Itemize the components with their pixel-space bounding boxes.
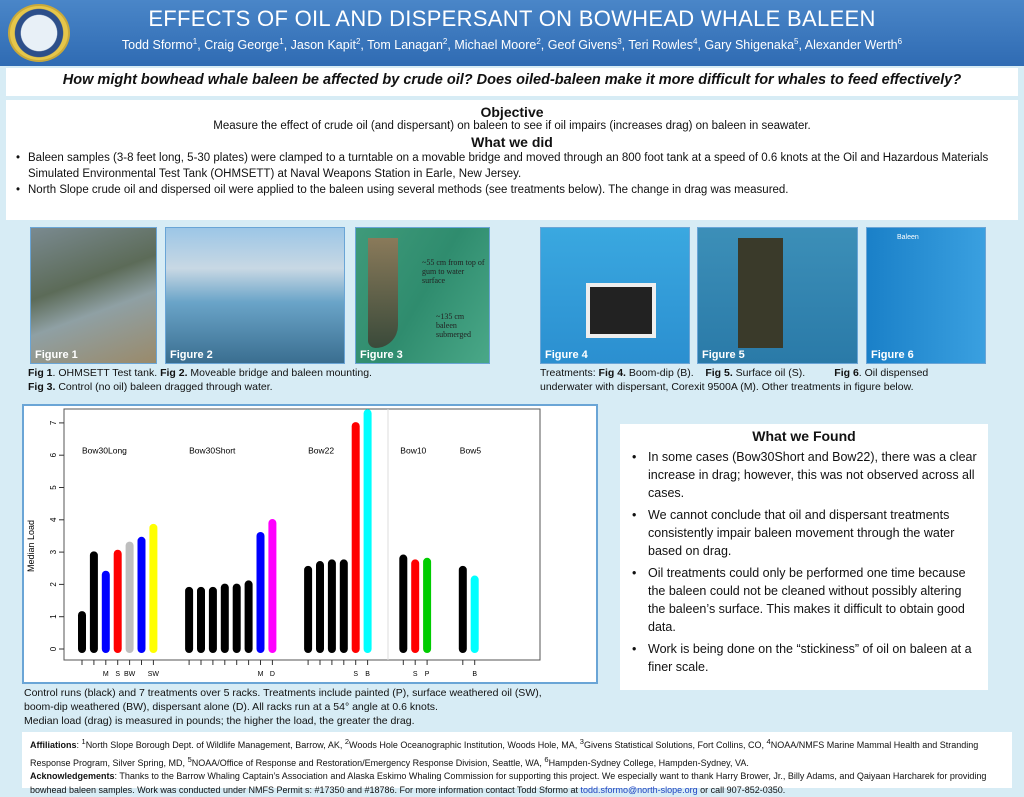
- research-question: How might bowhead whale baleen be affected by crude oil? Does oiled-baleen make it more difficult for whales to feed effectively?: [6, 68, 1018, 96]
- figure-label: Figure 1: [35, 349, 78, 361]
- group-label: Bow30Short: [189, 445, 236, 456]
- x-tick-label: S: [115, 671, 121, 678]
- caption-line: Control runs (black) and 7 treatments over 5 racks. Treatments include painted (P), surface weathered oil (SW),: [24, 687, 542, 699]
- chart-svg: [24, 406, 596, 682]
- figure-6-photo: [866, 227, 986, 364]
- x-tick-label: M: [102, 671, 109, 678]
- affiliations-label: Affiliations: [30, 740, 77, 750]
- caption-line: Median load (drag) is measured in pounds; the higher the load, the greater the drag.: [24, 715, 415, 727]
- objective-heading: Objective: [480, 104, 544, 120]
- findings-heading: What we Found: [752, 428, 856, 444]
- footer-affiliations: Affiliations: $^1$North Slope Borough Dept. of Wildlife Management, Barrow, AK, $^2$Woods Hole Oceanographic Institution, Woods Hole, MA, $^3$Givens Statistical Solutions, Fort Collins, CO, $^4$NOAA/NMFS Marine Mammal Health and Stranding Response Program, Silver Spring, MD, $^5$NOAA/Office of Response and Restoration/Emergency Response Division, Seattle, WA, $^6$Hampden-Sydney College, Hampden-Sydney, VA. Acknowledgements: Thanks to the Barrow Whaling Captain’s Association and Alaska Eskimo Whaling Commission for supporting this project. We especially want to thank Harry Brower, Jr., Billy Adams, and Qaiyaan Harcharek for providing bowhead baleen samples. Work was conducted under NMFS Permit s: #17350 and #18786. For more information contact Todd Sformo at todd.sformo@north-slope.org or call 907-852-0350.: [22, 732, 1012, 788]
- findings-list: [630, 448, 978, 676]
- author: Alexander Werth$^6$: [804, 37, 903, 53]
- author: Todd Sformo$^1$: [121, 37, 198, 53]
- group-label: Bow5: [459, 445, 482, 456]
- methods-heading: What we did: [471, 134, 553, 150]
- y-tick-label: 3: [49, 549, 59, 555]
- group-label: Bow22: [308, 445, 335, 456]
- y-tick-label: 5: [49, 485, 59, 490]
- author: Michael Moore$^2$: [454, 37, 541, 53]
- figure-annotation: ~55 cm from top of gum to water surface: [422, 258, 485, 285]
- group-label: Bow10: [400, 445, 427, 456]
- figure-caption-left: Fig 1. OHMSETT Test tank. Fig 2. Moveable bridge and baleen mounting. Fig 3. Control (no oil) baleen dragged through water.: [28, 367, 372, 393]
- list-item: • North Slope crude oil and dispersed oil were applied to the baleen using several methods (see treatments below). The change in drag was measured.: [14, 182, 1010, 198]
- x-tick-label: D: [269, 671, 275, 678]
- author: Jason Kapit$^2$: [290, 37, 361, 53]
- x-tick-label: S: [353, 671, 359, 678]
- figure-5-photo: [697, 227, 858, 364]
- figure-annotation: Baleen: [897, 234, 919, 241]
- figure-label: Figure 6: [871, 349, 914, 361]
- poster-header: [0, 0, 1024, 66]
- list-item: • Oil treatments could only be performed one time because the baleen could not be cleaned without possibly altering the baleen’s surface. This makes it difficult to obtain good data.: [630, 564, 978, 636]
- author: Gary Shigenaka$^5$: [704, 37, 799, 53]
- figure-label: Figure 4: [545, 349, 588, 361]
- x-tick-label: S: [412, 671, 418, 678]
- figure-4-photo: [540, 227, 690, 364]
- median-load-chart: [22, 404, 598, 684]
- figure-label: Figure 5: [702, 349, 745, 361]
- y-tick-label: 2: [49, 582, 59, 587]
- y-tick-label: 0: [49, 646, 59, 652]
- figure-1-photo: [30, 227, 157, 364]
- objective-text: Measure the effect of crude oil (and dispersant) on baleen to see if oil impairs (increases drag) on baleen in seawater.: [213, 120, 811, 132]
- figure-label: Figure 2: [170, 349, 213, 361]
- contact-email-link[interactable]: todd.sformo@north-slope.org: [580, 784, 698, 795]
- figure-label: Figure 3: [360, 349, 403, 361]
- figure-3-photo: [355, 227, 490, 364]
- methods-list: [14, 150, 1010, 198]
- acknowledgements-label: Acknowledgements: [30, 771, 115, 781]
- y-tick-label: 1: [49, 614, 59, 619]
- poster-title: EFFECTS OF OIL AND DISPERSANT ON BOWHEAD WHALE BALEEN: [148, 6, 876, 31]
- list-item: • We cannot conclude that oil and dispersant treatments consistently impair baleen movement through the water based on drag.: [630, 506, 978, 560]
- author: Teri Rowles$^4$: [628, 37, 698, 53]
- author: Craig George$^1$: [204, 37, 284, 53]
- contact-phone: or call 907-852-0350.: [697, 784, 786, 795]
- x-tick-label: M: [257, 671, 264, 678]
- y-tick-label: 7: [49, 420, 59, 426]
- y-axis-label: Median Load: [26, 519, 36, 573]
- findings-section: [620, 424, 988, 690]
- figure-2-photo: [165, 227, 345, 364]
- list-item: • Baleen samples (3-8 feet long, 5-30 plates) were clamped to a turntable on a movable bridge and moved through an 800 foot tank at a speed of 0.6 knots at the Oil and Hazardous Materials Simulated Environmental Test Tank (OHMSETT) at Naval Weapons Station in Earle, New Jersey.: [14, 150, 1010, 182]
- author: Geof Givens$^3$: [547, 37, 622, 53]
- objective-section: [6, 100, 1018, 220]
- list-item: • In some cases (Bow30Short and Bow22), there was a clear increase in drag; however, this was not observed across all cases.: [630, 448, 978, 502]
- author: Tom Lanagan$^2$: [367, 37, 448, 53]
- figure-caption-right: Treatments: Fig 4. Boom-dip (B). Fig 5. Surface oil (S). Fig 6. Oil dispensed underwater with dispersant, Corexit 9500A (M). Other treatments in figure below.: [540, 367, 929, 393]
- x-tick-label: SW: [147, 671, 160, 678]
- x-tick-label: BW: [123, 671, 136, 678]
- chart-caption: [24, 686, 624, 728]
- y-tick-label: 4: [49, 517, 59, 523]
- author-list: Todd Sformo$^1$, Craig George$^1$, Jason Kapit$^2$, Tom Lanagan$^2$, Michael Moore$^2$, Geof Givens$^3$, Teri Rowles$^4$, Gary Shigenaka$^5$, Alexander Werth$^6$: [121, 37, 903, 53]
- list-item: • Work is being done on the “stickiness” of oil on baleen at a finer scale.: [630, 640, 978, 676]
- figure-annotation: ~135 cm baleen submerged: [436, 312, 471, 339]
- y-tick-label: 6: [49, 452, 59, 458]
- acknowledgements-text: Thanks to the Barrow Whaling Captain’s Association and Alaska Eskimo Whaling Commission for supporting this project. We especially want to thank Harry Brower, Jr., Billy Adams, and Qaiyaan Harcharek for providing bowhead baleen samples. Work was conducted under NMFS Permit s: #17350 and #18786. For more information contact Todd Sformo at: [30, 771, 987, 795]
- x-tick-label: B: [472, 671, 478, 678]
- group-label: Bow30Long: [82, 445, 127, 456]
- affiliations-text: $^1$North Slope Borough Dept. of Wildlife Management, Barrow, AK, $^2$Woods Hole Oceanographic Institution, Woods Hole, MA, $^3$Givens Statistical Solutions, Fort Collins, CO, $^4$NOAA/NMFS Marine Mammal Health and Stranding Response Program, Silver Spring, MD, $^5$NOAA/Office of Response and Restoration/Emergency Response Division, Seattle, WA, $^6$Hampden-Sydney College, Hampden-Sydney, VA.: [30, 737, 979, 768]
- x-tick-label: P: [424, 671, 430, 678]
- caption-line: boom-dip weathered (BW), dispersant alone (D). All racks run at a 54° angle at 0.6 knots.: [24, 701, 438, 713]
- x-tick-label: B: [365, 671, 370, 678]
